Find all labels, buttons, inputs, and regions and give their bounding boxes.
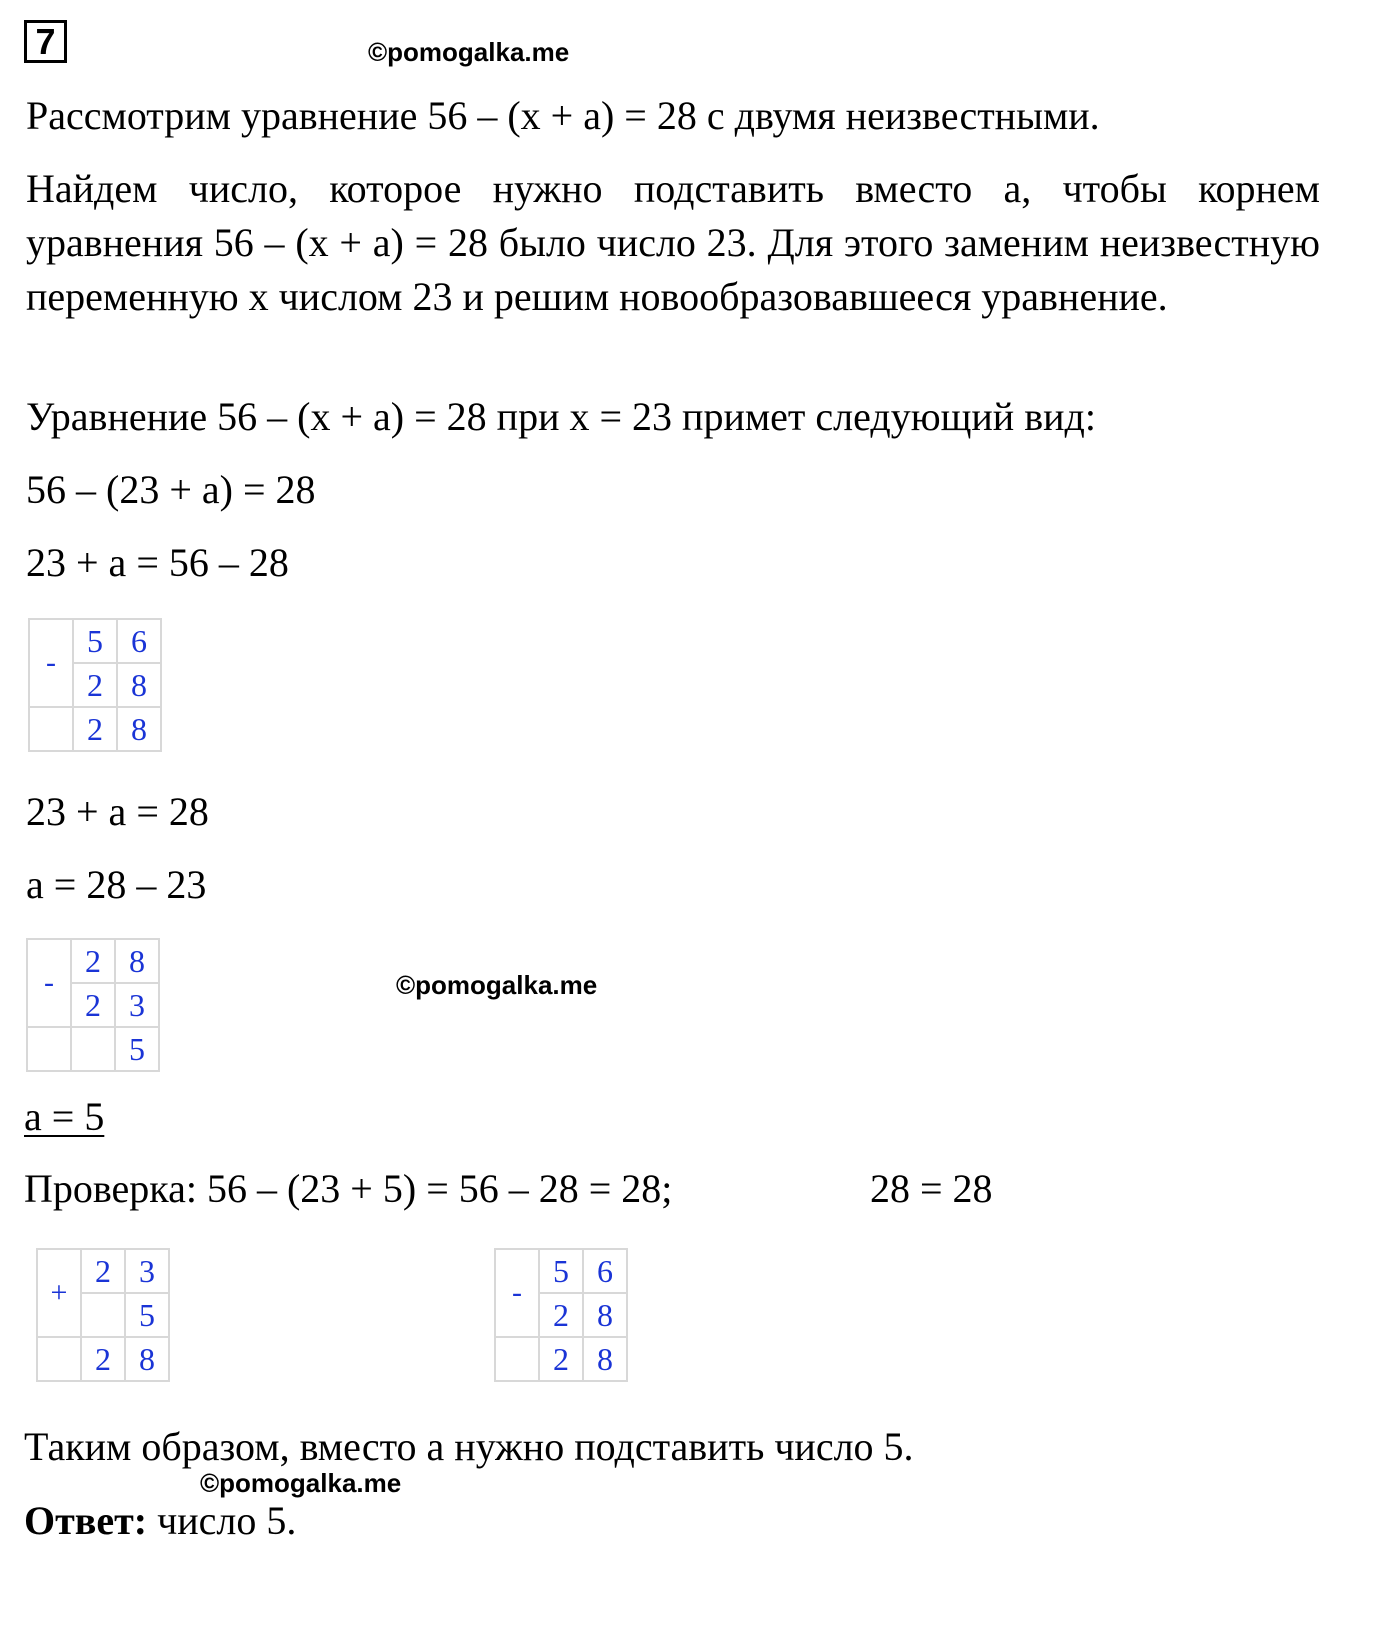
column-subtraction-28-23 — [26, 938, 160, 1072]
minus-sign: - — [29, 619, 73, 707]
digit-cell: 2 — [81, 1249, 125, 1293]
watermark-bottom: ©pomogalka.me — [200, 1468, 402, 1498]
empty-cell — [495, 1337, 539, 1381]
empty-cell — [37, 1337, 81, 1381]
plus-sign: + — [37, 1249, 81, 1337]
explanation-paragraph: Найдем число, которое нужно подставить вместо а, чтобы корнем уравнения 56 – (х + а) = 28 было число 23. Для этого заменим неизвестную переменную х числом 23 и решим новообразовавшееся уравнение. — [26, 166, 1320, 319]
answer-line — [24, 1494, 296, 1548]
answer-label: Ответ: — [24, 1498, 148, 1543]
digit-cell: 5 — [539, 1249, 583, 1293]
check-text: Проверка: 56 – (23 + 5) = 56 – 28 = 28; — [24, 1166, 673, 1211]
empty-cell — [27, 1027, 71, 1071]
substitution-text: Уравнение 56 – (х + а) = 28 при х = 23 примет следующий вид: — [26, 394, 1096, 439]
minus-sign: - — [27, 939, 71, 1027]
digit-cell: 5 — [125, 1293, 169, 1337]
equation-step-3: 23 + а = 28 — [26, 789, 209, 834]
conclusion-text: Таким образом, вместо а нужно подставить число 5. — [24, 1424, 914, 1469]
equation-step-2: 23 + а = 56 – 28 — [26, 540, 289, 585]
answer-text: число 5. — [147, 1498, 297, 1543]
digit-cell: 2 — [73, 707, 117, 751]
digit-cell: 8 — [583, 1337, 627, 1381]
digit-cell: 5 — [73, 619, 117, 663]
minus-sign: - — [495, 1249, 539, 1337]
digit-cell: 2 — [539, 1293, 583, 1337]
digit-cell: 8 — [115, 939, 159, 983]
empty-cell — [29, 707, 73, 751]
digit-cell: 2 — [73, 663, 117, 707]
digit-cell: 8 — [117, 707, 161, 751]
digit-cell: 2 — [81, 1337, 125, 1381]
digit-cell: 2 — [71, 983, 115, 1027]
digit-cell — [71, 1027, 115, 1071]
watermark-top: ©pomogalka.me — [368, 37, 570, 67]
digit-cell: 2 — [71, 939, 115, 983]
check-equality: 28 = 28 — [870, 1166, 993, 1211]
digit-cell: 3 — [115, 983, 159, 1027]
equation-step-4: а = 28 – 23 — [26, 862, 207, 907]
watermark-middle: ©pomogalka.me — [396, 970, 598, 1000]
task-number: 7 — [24, 20, 67, 63]
column-subtraction-56-28-check — [494, 1248, 628, 1382]
digit-cell: 8 — [125, 1337, 169, 1381]
digit-cell — [81, 1293, 125, 1337]
equation-step-1: 56 – (23 + а) = 28 — [26, 467, 316, 512]
digit-cell: 6 — [583, 1249, 627, 1293]
result-equation: а = 5 — [24, 1094, 105, 1139]
digit-cell: 3 — [125, 1249, 169, 1293]
digit-cell: 2 — [539, 1337, 583, 1381]
column-subtraction-56-28 — [28, 618, 162, 752]
digit-cell: 5 — [115, 1027, 159, 1071]
digit-cell: 8 — [117, 663, 161, 707]
digit-cell: 6 — [117, 619, 161, 663]
digit-cell: 8 — [583, 1293, 627, 1337]
intro-text: Рассмотрим уравнение 56 – (х + а) = 28 с двумя неизвестными. — [26, 93, 1100, 138]
column-addition-23-5 — [36, 1248, 170, 1382]
